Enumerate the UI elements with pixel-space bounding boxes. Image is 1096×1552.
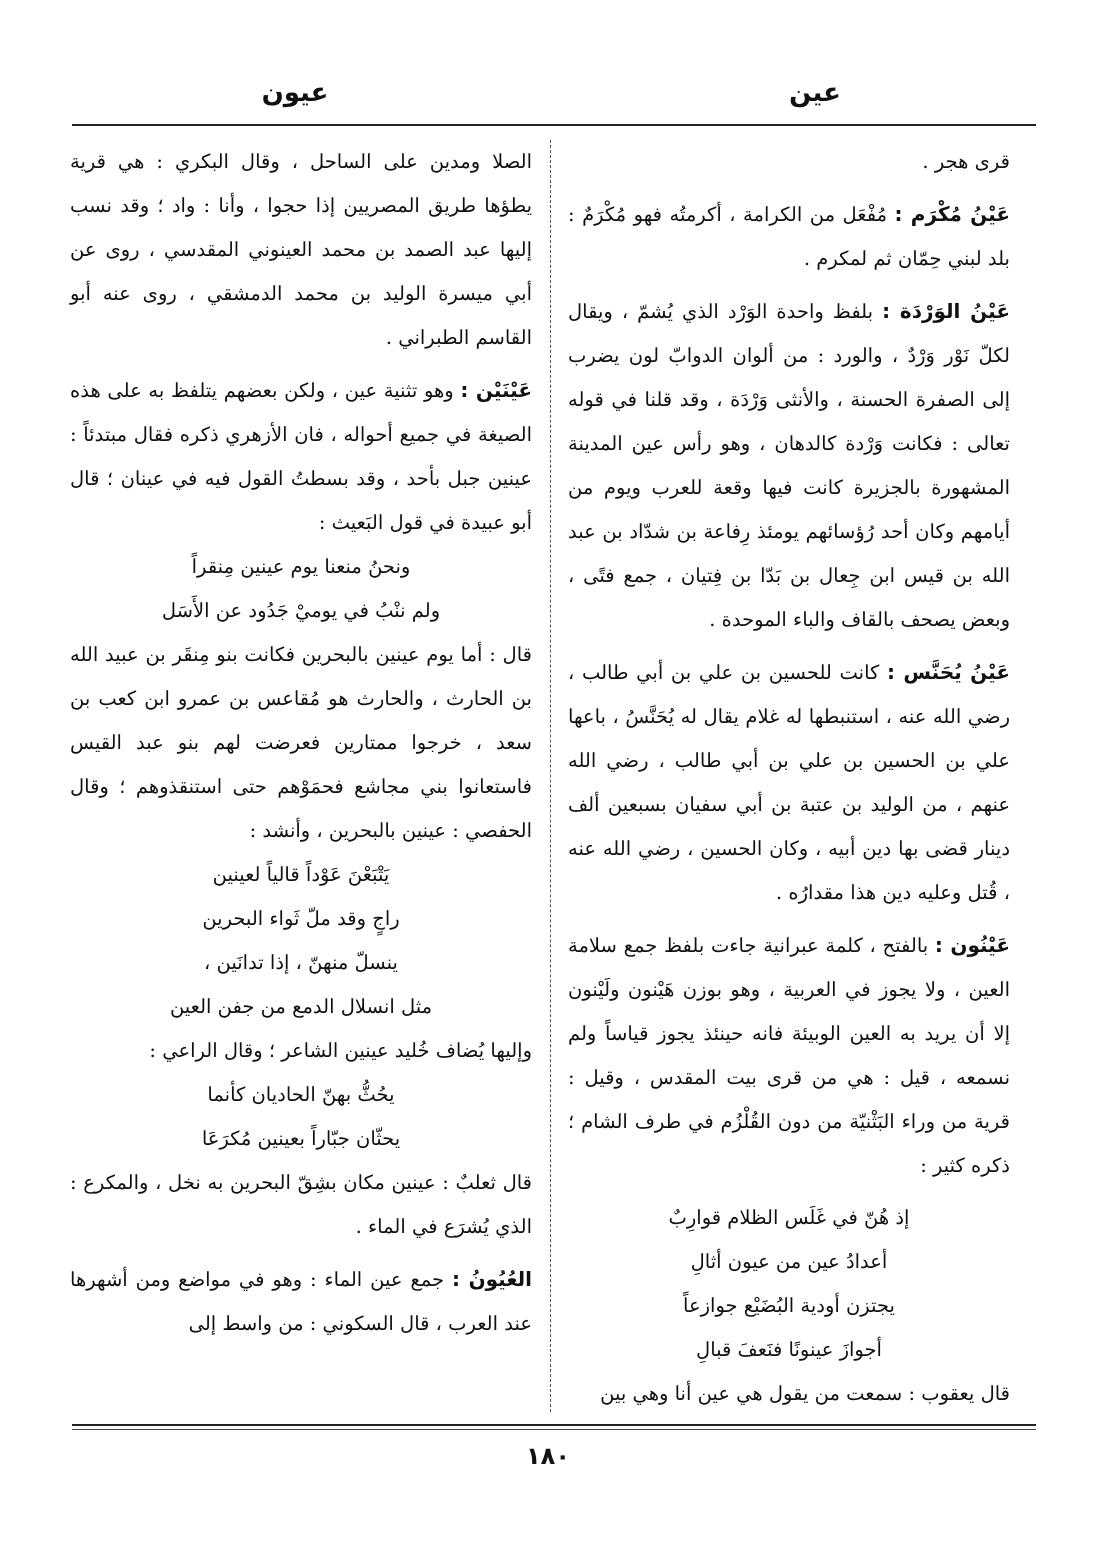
- paragraph: وإليها يُضاف خُليد عينين الشاعر ؛ وقال الراعي :: [149, 1039, 532, 1062]
- verse-block: [70, 1073, 532, 1161]
- entry-text: مُفْعَل من الكرامة ، أكرمتُه فهو مُكْرَمٌ : بلد لبني حِمّان ثم لمكرم .: [568, 203, 1010, 270]
- verse-line: أجوازَ عينونًا فنَعفَ قبالِ: [696, 1338, 882, 1361]
- header-rule: [72, 124, 1036, 126]
- verse-line: إذ هُنّ في غَلَس الظلام قوارِبٌ: [668, 1206, 910, 1229]
- entry-ayn-yuhannas: [568, 650, 1010, 915]
- footer-rule: [72, 1424, 1036, 1426]
- verse-line: راجٍ وقد ملّ ثَواء البحرين: [202, 907, 400, 930]
- entry-text: كانت للحسين بن علي بن أبي طالب ، رضي الله عنه ، استنبطها له غلام يقال له يُحَنَّسُ ، باعها علي بن الحسين بن علي بن أبي طالب ، رضي الله عنهم ، من الوليد بن عتبة بن أبي سفيان بسبعين ألف دينار قضى بها دين أبيه ، وكان الحسين ، رضي الله عنه ، قُتل وعليه دين هذا مقدارُه .: [568, 661, 1010, 904]
- headword: عَيْنُ مُكْرَم :: [894, 202, 1011, 226]
- headword: عَيْنَيْن :: [460, 378, 532, 402]
- verse-line: أعدادُ عين من عيون أثالِ: [690, 1250, 888, 1273]
- entry-ayn-mukram: [568, 192, 1010, 281]
- left-column: [70, 140, 532, 1412]
- verse-block: [70, 853, 532, 1029]
- page-number: ١٨٠: [526, 1442, 570, 1470]
- verse-line: ينسلّ منهنّ ، إذا تدانَين ،: [204, 951, 398, 974]
- verse-line: يحُثُّ بهنّ الحاديان كأنما: [207, 1083, 395, 1106]
- running-header-right: عين: [789, 78, 841, 108]
- entry-text: بالفتح ، كلمة عبرانية جاءت بلفظ جمع سلامة العين ، ولا يجوز في العربية ، وهو بوزن هَيْنون ولَيْنون إلا أن يريد به العين الوبيئة فانه حينئذ يجوز قياساً ولم نسمعه ، قيل : هي من قرى بيت المقدس ، وقيل : قرية من وراء البَثْنيّة من دون القُلْزُم في طرف الشام ؛ ذكره كثير :: [568, 934, 1010, 1177]
- paragraph: قال : أما يوم عينين بالبحرين فكانت بنو مِنقَر بن عبيد الله بن الحارث ، والحارث هو مُقاعس بن عمرو ابن كعب بن سعد ، خرجوا ممتارين فعرضت لهم بنو عبد القيس فاستعانوا بني مجاشع فحمَوْهم حتى استنقذوهم ؛ وقال الحفصي : عينين بالبحرين ، وأنشد :: [70, 643, 532, 842]
- column-divider: [550, 140, 551, 1412]
- right-column: [568, 140, 1010, 1412]
- verse-block: [70, 545, 532, 633]
- verse-line: يحثّان جبّاراً بعينين مُكرَعَا: [201, 1127, 401, 1150]
- entry-aynun: [568, 923, 1010, 1188]
- right-opening: قرى هجر .: [922, 150, 1010, 173]
- entry-ayn-al-warda: [568, 289, 1010, 642]
- verse-line: ولم ننْبُ في يوميْ جَدُود عن الأَسَل: [161, 599, 441, 622]
- entry-al-uyun: [70, 1257, 532, 1346]
- paragraph: قال ثعلبٌ : عينين مكان بشِقّ البحرين به نخل ، والمكرع : الذي يُشرَع في الماء .: [70, 1171, 532, 1238]
- entry-text: وهو تثنية عين ، ولكن بعضهم يتلفظ به على هذه الصيغة في جميع أحواله ، فان الأزهري ذكره فقال مبتدئاً : عينين جبل بأحد ، وقد بسطتُ القول فيه في عينان ؛ قال أبو عبيدة في قول البَعيث :: [70, 379, 532, 534]
- verse-block: [568, 1196, 1010, 1372]
- headword: عَيْنُون :: [934, 933, 1010, 957]
- headword: عَيْنُ الوَرْدَة :: [882, 299, 1010, 323]
- entry-text: جمع عين الماء : وهو في مواضع ومن أشهرها عند العرب ، قال السكوني : من واسط إلى: [70, 1268, 532, 1335]
- verse-line: يَتْبَعْنَ عَوْداً قالياً لعينين: [212, 863, 390, 886]
- footer-rule-thin: [72, 1429, 1036, 1430]
- running-header-left: عيون: [261, 78, 329, 108]
- headword: عَيْنُ يُحَنَّس :: [886, 660, 1010, 684]
- right-closing: قال يعقوب : سمعت من يقول هي عين أنا وهي بين: [600, 1382, 1010, 1405]
- left-opening: الصلا ومدين على الساحل ، وقال البكري : هي قرية يطؤها طريق المصريين إذا حجوا ، وأنا : واد ؛ وقد نسب إليها عبد الصمد بن محمد العينوني المقدسي ، روى عن أبي ميسرة الوليد بن محمد الدمشقي ، روى عنه أبو القاسم الطبراني .: [70, 150, 532, 349]
- headword: العُيُونُ :: [451, 1267, 533, 1291]
- verse-line: يجتزن أودية البُضَيْع جوازعاً: [683, 1294, 895, 1317]
- verse-line: ونحنُ منعنا يوم عينين مِنقراً: [191, 555, 411, 578]
- entry-text: بلفظ واحدة الوَرْد الذي يُشمّ ، ويقال لكلّ نَوْر وَرْدٌ ، والورد : من ألوان الدوابّ لون يضرب إلى الصفرة الحسنة ، والأنثى وَرْدَة ، وقد قلنا في قوله تعالى : فكانت وَرْدة كالدهان ، وهو رأس عين المدينة المشهورة بالجزيرة كانت فيها وقعة للعرب ويوم من أيامهم وكان أحد رُؤسائهم يومئذ رِفاعة بن شدّاد بن عبد الله بن قيس ابن جِعال بن بَدّا بن فِتيان ، جمع فتًى ، وبعض يصحف بالقاف والباء الموحدة .: [568, 300, 1010, 631]
- entry-aynayn: [70, 368, 532, 545]
- verse-line: مثل انسلال الدمع من جفن العين: [169, 995, 433, 1018]
